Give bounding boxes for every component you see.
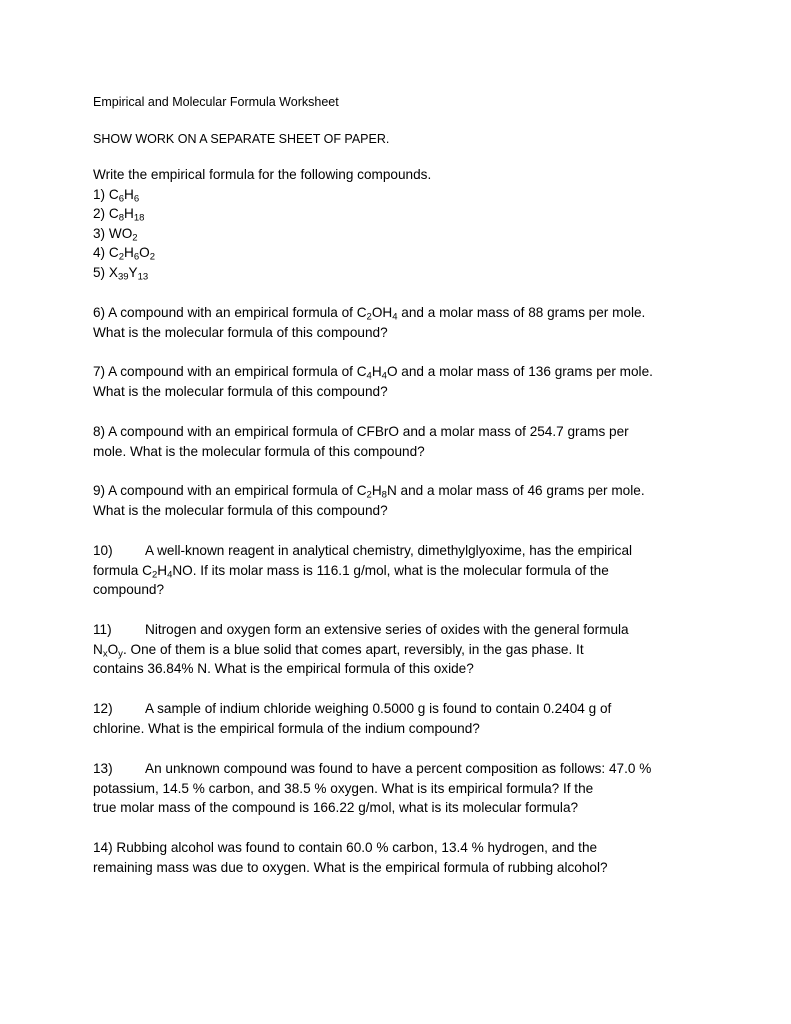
worksheet-title: Empirical and Molecular Formula Worksheet [93, 95, 339, 109]
question-8: 8) A compound with an empirical formula of CFBrO and a molar mass of 254.7 grams per mole. What is the molecular formula of this compound? [93, 424, 629, 459]
list-item: 2) $C_8H_{18}$ [93, 206, 145, 224]
list-item: 1) $C_6H_6$ [93, 186, 140, 204]
list-item: 5) $X_{39}Y_{13}$ [93, 264, 149, 283]
question-12: 12) A sample of indium chloride weighing 0.5000 g is found to contain 0.2404 g of chlorine. What is the empirical formula of the indium compound? [93, 701, 612, 736]
question-10: 10) A well-known reagent in analytical chemistry, dimethylglyoxime, has the empirical formula $C_2H_4NO$. If its molar mass is 116.1 g/mol, what is the molecular formula of the compound? [93, 543, 633, 598]
question-11: 11) Nitrogen and oxygen form an extensive series of oxides with the general formula $N_xO_y$. One of them is a blue solid that comes apart, reversibly, in the gas phase. It contains 36.84% N. What is the empirical formula of this oxide? [93, 622, 629, 677]
question-9: 9) A compound with an empirical formula of $C_2H_8N$ and a molar mass of 46 grams per mole. What is the molecular formula of this compound? [93, 483, 645, 518]
section-empirical-formulas [93, 165, 733, 283]
section-intro: Write the empirical formula for the following compounds. [93, 167, 432, 182]
question-14: 14) Rubbing alcohol was found to contain 60.0 % carbon, 13.4 % hydrogen, and the remaining mass was due to oxygen. What is the empirical formula of rubbing alcohol? [93, 840, 608, 875]
question-6: 6) A compound with an empirical formula of $C_2OH_4$ and a molar mass of 88 grams per mole. What is the molecular formula of this compound? [93, 305, 646, 340]
list-item: 4) $C_2H_6O_2$ [93, 245, 155, 263]
question-13: 13) An unknown compound was found to have a percent composition as follows: 47.0 % potassium, 14.5 % carbon, and 38.5 % oxygen. What is its empirical formula? If the true molar mass of the compound is 166.22 g/mol, what is its molecular formula? [93, 761, 652, 816]
question-7: 7) A compound with an empirical formula of $C_4H_4O$ and a molar mass of 136 grams per mole. What is the molecular formula of this compound? [93, 364, 653, 399]
list-item: 3) $WO_2$ [93, 225, 138, 244]
show-work-instruction: SHOW WORK ON A SEPARATE SHEET OF PAPER. [93, 132, 390, 146]
